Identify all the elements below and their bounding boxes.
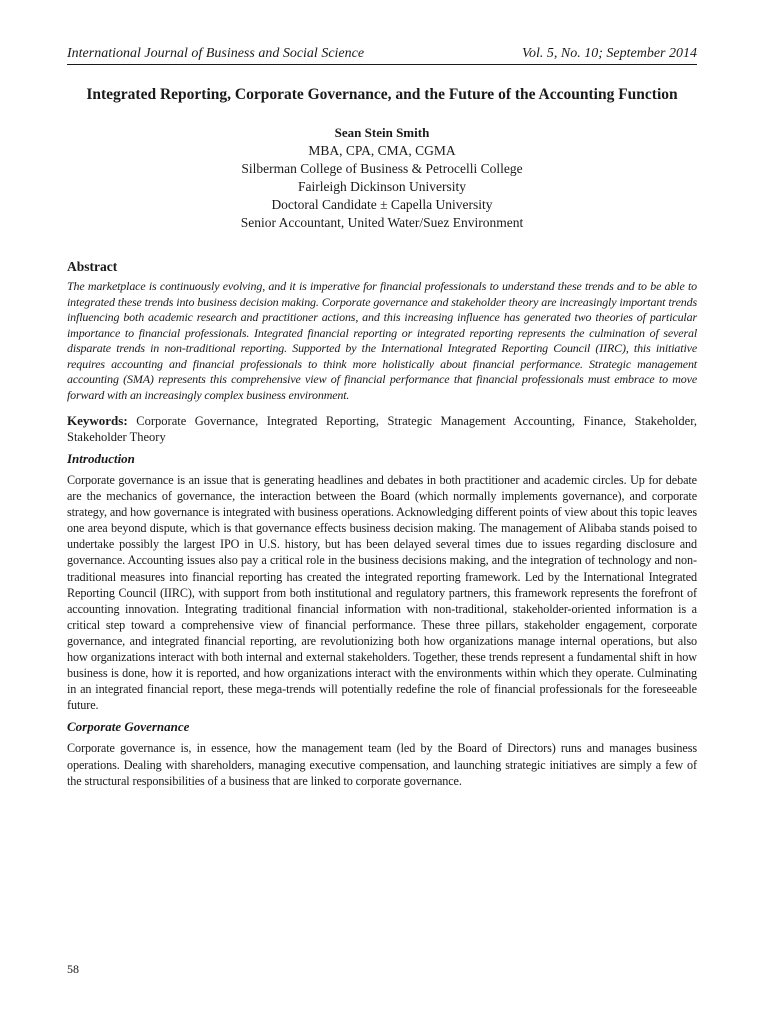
author-name: Sean Stein Smith	[334, 125, 430, 140]
author-affiliation-3: Doctoral Candidate ± Capella University	[271, 197, 493, 212]
author-credentials: MBA, CPA, CMA, CGMA	[308, 143, 456, 158]
introduction-text: Corporate governance is an issue that is generating headlines and debates in both practitioner and academic circles. Up for debate are the mechanics of governance, the interaction between the Board (which normally implements governance), and corporate strategy, and how governance is integrated with business operations. Acknowledging different points of view about this topic leaves one area beyond dispute, which is that governance effects business decision making. The management of Alibaba stands poised to undertake possibly the largest IPO in U.S. history, but has been delayed several times due to issues regarding disclosure and governance. Accounting issues also pay a critical role in the business decisions making, and the integration of technology and non-traditional measures into financial reporting has created the integrated reporting framework. Led by the International Integrated Reporting Council (IIRC), with support from both institutional and regulatory partners, this framework represents the forefront of accounting innovation. Integrating traditional financial information with non-traditional, stakeholder-oriented information is a critical step toward a comprehensive view of financial performance. These three pillars, stakeholder engagement, corporate governance, and integrated financial reporting, are revolutionizing both how organizations manage internal operations, but also how organizations interact with both internal and external stakeholders. Together, these trends represent a fundamental shift in how business is done, how it is reported, and how organizations interact with the environments within which they operate. Culminating in an integrated financial report, these mega-trends will potentially redefine the role of financial professionals for the foreseeable future.	[67, 473, 697, 713]
abstract-heading: Abstract	[67, 259, 118, 274]
author-block	[67, 124, 697, 232]
corporate-governance-text: Corporate governance is, in essence, how the management team (led by the Board of Directors) runs and manages business operations. Dealing with shareholders, managing executive compensation, and launching strategic initiatives are simply a few of the structural responsibilities of a business that are linked to corporate governance.	[67, 741, 697, 788]
introduction-heading: Introduction	[67, 451, 135, 466]
author-affiliation-1: Silberman College of Business & Petrocelli College	[241, 161, 523, 176]
journal-name: International Journal of Business and Social Science	[67, 46, 365, 61]
keywords-block	[67, 413, 697, 445]
running-header	[67, 45, 697, 65]
article-title: Integrated Reporting, Corporate Governance, and the Future of the Accounting Function	[86, 86, 678, 103]
author-affiliation-4: Senior Accountant, United Water/Suez Environment	[240, 215, 524, 230]
volume-info: Vol. 5, No. 10; September 2014	[522, 46, 697, 61]
keywords-label: Keywords:	[67, 413, 137, 428]
abstract-text: The marketplace is continuously evolving, and it is imperative for financial professionals to understand these trends and to be able to integrated these trends into business decision making. Corporate governance and stakeholder theory are increasingly important trends influencing both academic research and practitioner actions, and this increasing influence has generated two theories of particular importance to financial professionals. Integrated financial reporting or integrated reporting represents the culmination of several disparate trends in non-traditional reporting. Supported by the International Integrated Reporting Council (IIRC), this initiative requires accounting and financial professionals to think more holistically about financial performance. Strategic management accounting (SMA) represents this comprehensive view of financial performance that financial professionals must embrace to move forward with an increasingly complex business environment.	[67, 279, 697, 402]
author-affiliation-2: Fairleigh Dickinson University	[298, 179, 466, 194]
paper-page	[67, 40, 697, 1010]
page-number: 58	[67, 962, 79, 976]
corporate-governance-heading: Corporate Governance	[67, 719, 190, 735]
keywords-text: Corporate Governance, Integrated Reporting, Strategic Management Accounting, Finance, Stakeholder, Stakeholder Theory	[67, 414, 697, 444]
